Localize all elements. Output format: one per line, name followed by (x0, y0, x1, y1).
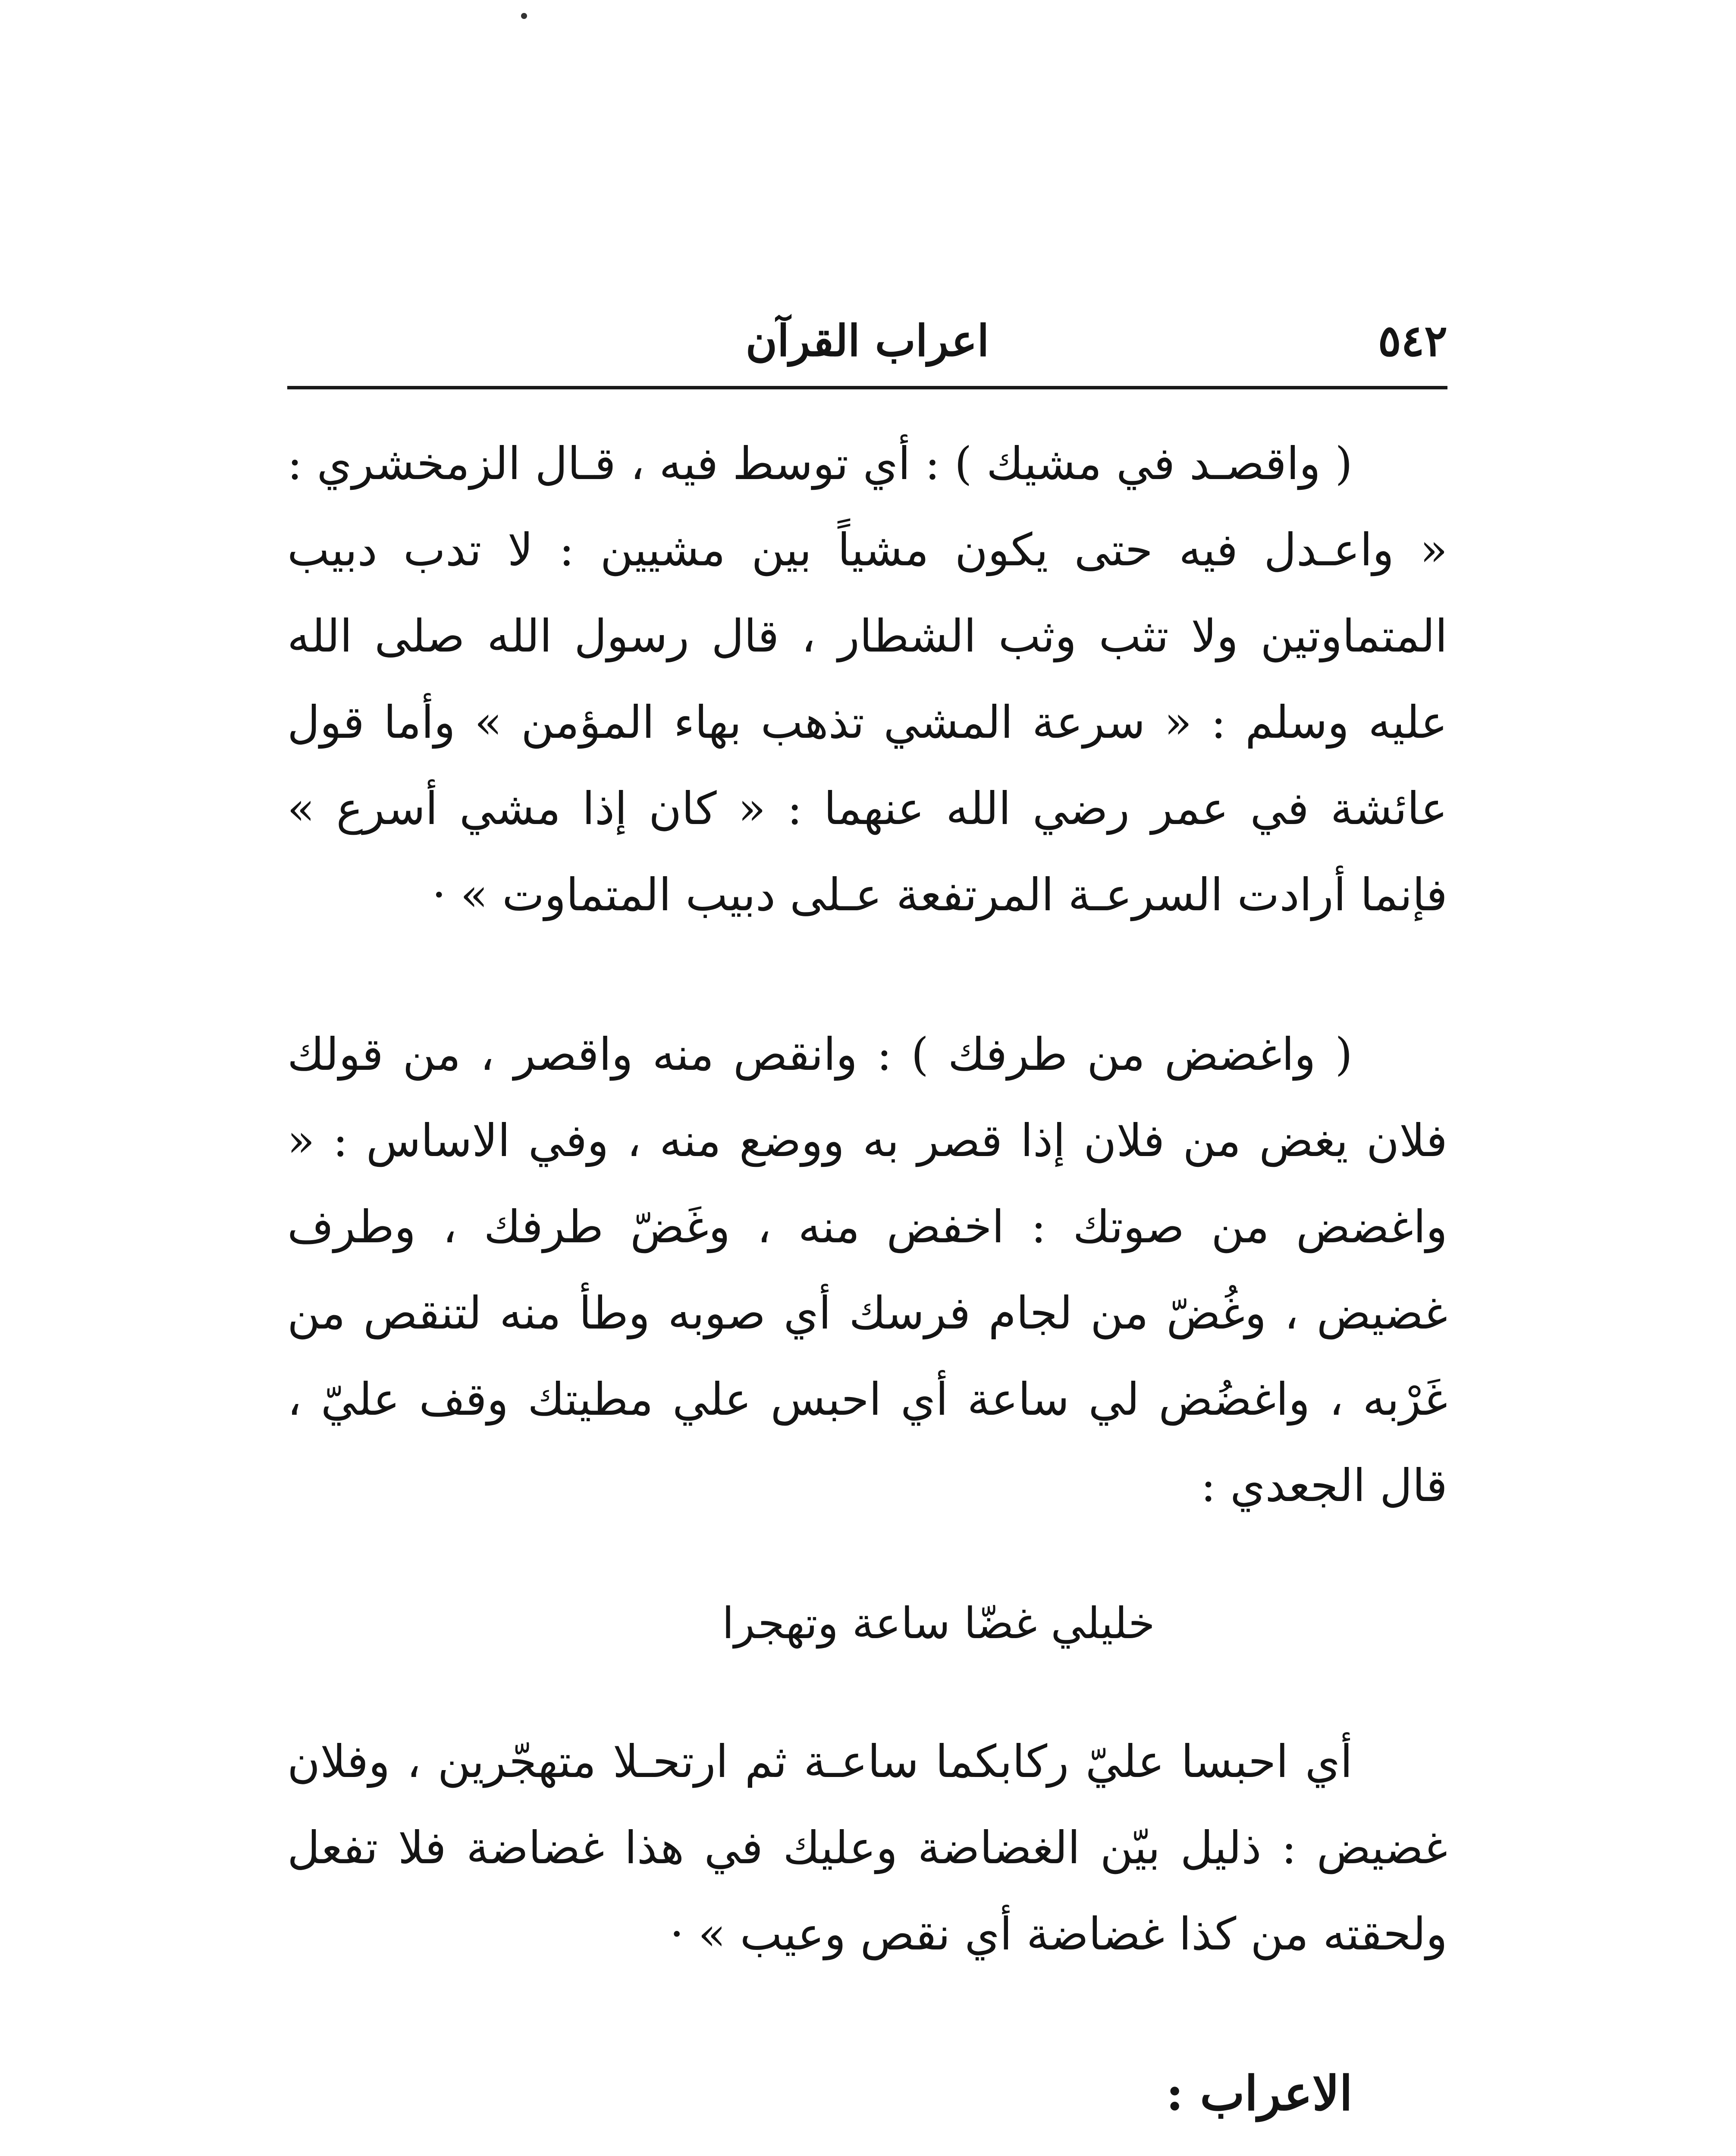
page-body (287, 420, 1447, 2156)
ink-speck (521, 13, 527, 19)
page-header (287, 302, 1447, 384)
poetry-verse: خليلي غضّا ساعة وتهجرا (722, 1598, 1155, 1648)
paragraph-walking: ( واقصـد في مشيك ) : أي توسط فيه ، قـال الزمخشري : « واعـدل فيه حتى يكون مشياً بين مشيين : لا تدب دبيب المتماوتين ولا تثب وثب الشطار ، قال رسول الله صلى الله عليه وسلم : « سرعة المشي تذهب بهاء المؤمن » وأما قول عائشة في عمر رضي الله عنهما : « كان إذا مشي أسرع » فإنما أرادت السرعـة المرتفعة عـلى دبيب المتماوت » · (287, 437, 1448, 921)
section-heading-irab: الاعراب : (1166, 2065, 1353, 2121)
page-number: ٥٤٢ (1378, 315, 1447, 366)
running-title: اعراب القرآن (745, 315, 989, 366)
paragraph-explanation: أي احبسا عليّ ركابكما ساعـة ثم ارتحـلا متهجّرين ، وفلان غضيض : ذليل بيّن الغضاضة وعليك في هذا غضاضة فلا تفعل ولحقته من كذا غضاضة أي نقص وعيب » · (287, 1735, 1447, 1960)
paragraph-lower-gaze: ( واغضض من طرفك ) : وانقص منه واقصر ، من قولك فلان يغض من فلان إذا قصر به ووضع منه ، وفي الاساس : « واغضض من صوتك : اخفض منه ، وغَضّ طرفك ، وطرف غضيض ، وغُضّ من لجام فرسك أي صوبه وطأ منه لتنقص من غَرْبه ، واغضُض لي ساعة أي احبس علي مطيتك وقف عليّ ، قال الجعدي : (287, 1028, 1448, 1512)
header-rule (287, 386, 1447, 389)
